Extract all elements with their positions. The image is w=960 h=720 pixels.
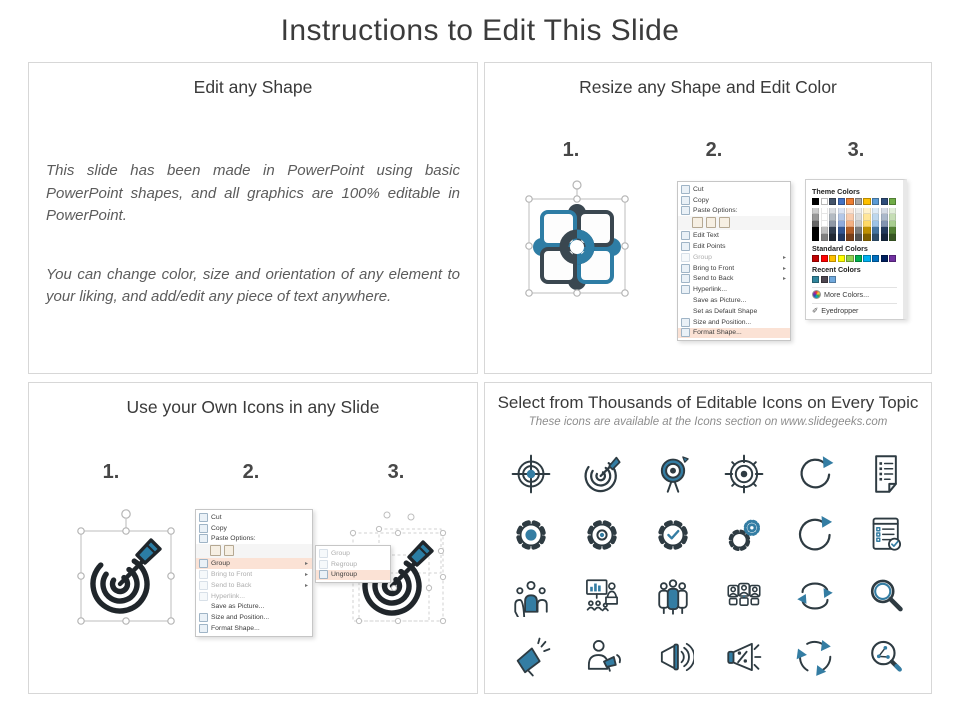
theme-variant-swatch[interactable] [829,221,836,228]
submenu-arrow-icon: ▸ [782,276,786,283]
menu-item-icon [199,534,208,543]
color-picker [805,179,907,320]
menu-item-bring-to-front[interactable] [196,569,312,580]
group-submenu [315,545,391,583]
theme-color-swatch[interactable] [872,198,879,205]
eyedropper-item[interactable] [812,303,897,316]
menu-item-icon [199,581,208,590]
theme-variant-swatch[interactable] [829,227,836,234]
menu-item-label: Size and Position... [211,614,270,622]
panel-icon-library [484,382,932,694]
menu-item-copy[interactable] [196,523,312,534]
standard-color-swatch[interactable] [846,255,853,262]
menu-item-size-and-position[interactable] [678,317,790,328]
menu-item-icon [319,560,328,569]
reload-circle-icon[interactable] [792,512,838,558]
menu-item-label: Hyperlink... [211,592,245,600]
magnifier-icon[interactable] [863,573,909,619]
menu-item-label: Size and Position... [693,318,752,326]
menu-item-label: Edit Points [693,243,726,251]
menu-item-label: Cut [211,513,222,521]
paste-option-icon[interactable] [706,217,717,228]
menu-item-copy[interactable] [678,195,790,206]
theme-variant-swatch[interactable] [881,208,888,215]
refresh-arrow-icon[interactable] [792,451,838,497]
theme-variant-swatch[interactable] [855,221,862,228]
menu-item-label: Send to Back [693,275,734,283]
menu-item-label: Group [693,253,712,261]
menu-item-bring-to-front[interactable] [678,263,790,274]
sync-arrows-icon[interactable] [792,573,838,619]
icon-grid [495,443,921,687]
recent-color-swatch[interactable] [821,276,828,283]
menu-item-label: Group [331,549,350,557]
menu-item-icon [199,624,208,633]
step-number-3: 3. [847,139,865,161]
theme-variant-swatch[interactable] [838,234,845,241]
menu-item-icon [681,196,690,205]
menu-item-cut[interactable] [196,512,312,523]
theme-variant-swatch[interactable] [838,221,845,228]
panel-title: Use your Own Icons in any Slide [126,397,380,417]
page-title: Instructions to Edit This Slide [280,14,680,47]
theme-variant-swatch[interactable] [838,208,845,215]
submenu-arrow-icon: ▸ [304,582,308,589]
theme-variant-swatch[interactable] [846,227,853,234]
menu-item-send-to-back[interactable] [196,580,312,591]
menu-item-label: Save as Picture... [693,297,747,305]
theme-variant-swatch[interactable] [881,227,888,234]
theme-color-swatch[interactable] [889,198,896,205]
theme-color-swatch[interactable] [855,198,862,205]
theme-color-swatch[interactable] [829,198,836,205]
paste-options-row [196,544,312,558]
paste-option-icon[interactable] [224,545,235,556]
megaphone-announce-icon[interactable] [508,634,554,680]
theme-variant-swatch[interactable] [872,227,879,234]
panel-title: Select from Thousands of Editable Icons on Every Topic [497,393,919,412]
more-colors-label: More Colors... [824,290,870,300]
menu-item-label: Bring to Front [693,264,735,272]
step-number-2: 2. [705,139,723,161]
menu-item-icon [199,559,208,568]
menu-item-icon [319,549,328,558]
target-scope-icon[interactable] [721,451,767,497]
menu-item-set-as-default-shape[interactable] [678,306,790,317]
theme-variant-swatch[interactable] [872,221,879,228]
menu-item-label: Group [211,560,230,568]
menu-item-label: Cut [693,185,704,193]
standard-color-swatch[interactable] [812,255,819,262]
shape-context-menu [677,181,791,341]
menu-item-size-and-position[interactable] [196,612,312,623]
menu-item-label: Set as Default Shape [693,307,758,315]
theme-variant-swatch[interactable] [855,214,862,221]
theme-variant-swatch[interactable] [863,227,870,234]
step-number-1: 1. [102,461,120,483]
panel-resize-shape-edit-color [484,62,932,374]
menu-item-label: Regroup [331,560,358,568]
theme-variant-swatch[interactable] [812,208,819,215]
menu-item-icon-spacer [199,602,208,611]
menu-item-icon [681,231,690,240]
menu-item-icon [199,570,208,579]
submenu-arrow-icon: ▸ [782,254,786,261]
menu-item-send-to-back[interactable] [678,274,790,285]
theme-variant-swatch[interactable] [881,234,888,241]
menu-item-label: Bring to Front [211,571,253,579]
recent-color-swatch[interactable] [812,276,819,283]
menu-item-hyperlink[interactable] [678,284,790,295]
theme-colors-row [812,198,897,205]
double-gears-icon[interactable] [721,512,767,558]
menu-item-group[interactable] [316,548,390,559]
more-colors-item[interactable] [812,287,897,300]
menu-item-label: Paste Options: [693,207,738,215]
gear-dot-center-icon[interactable] [579,512,625,558]
gear-check-icon[interactable] [650,512,696,558]
theme-variant-swatch[interactable] [863,208,870,215]
theme-variant-swatch[interactable] [821,234,828,241]
theme-color-swatch[interactable] [863,198,870,205]
eyedropper-label: Eyedropper [821,306,859,316]
menu-item-paste-options[interactable] [678,206,790,217]
megaphone-sound-waves-icon[interactable] [650,634,696,680]
menu-item-ungroup[interactable] [316,570,390,581]
menu-item-format-shape[interactable] [196,623,312,634]
menu-item-label: Ungroup [331,571,358,579]
cycle-arrows-icon[interactable] [792,634,838,680]
menu-item-label: Copy [211,524,227,532]
standard-color-swatch[interactable] [889,255,896,262]
submenu-arrow-icon: ▸ [304,572,308,579]
theme-variant-swatch[interactable] [872,234,879,241]
recent-colors-label: Recent Colors [812,264,861,274]
person-megaphone-icon[interactable] [579,634,625,680]
theme-variant-swatch[interactable] [889,208,896,215]
theme-variant-swatch[interactable] [829,214,836,221]
menu-item-group[interactable] [196,558,312,569]
panel-title: Edit any Shape [193,77,313,97]
standard-color-swatch[interactable] [821,255,828,262]
menu-item-icon-spacer [681,307,690,316]
step-number-3: 3. [387,461,405,483]
presentation-audience-icon[interactable] [579,573,625,619]
target-dart-icon[interactable] [579,451,625,497]
step-number-2: 2. [242,461,260,483]
theme-variant-swatch[interactable] [821,227,828,234]
menu-item-label: Save as Picture... [211,603,265,611]
theme-variant-swatch[interactable] [812,227,819,234]
panel-subtitle: These icons are available at the Icons section on www.slidegeeks.com [528,416,888,428]
standard-color-swatch[interactable] [855,255,862,262]
theme-variant-swatch[interactable] [889,234,896,241]
menu-item-edit-text[interactable] [678,230,790,241]
menu-item-save-as-picture[interactable] [678,295,790,306]
menu-item-group[interactable] [678,252,790,263]
theme-variant-swatch[interactable] [863,234,870,241]
standard-color-swatch[interactable] [872,255,879,262]
standard-color-swatch[interactable] [863,255,870,262]
theme-color-swatch[interactable] [812,198,819,205]
panel-title: Resize any Shape and Edit Color [579,77,837,97]
user-avatars-group-icon[interactable] [721,573,767,619]
magnifier-network-icon[interactable] [863,634,909,680]
menu-item-icon [681,264,690,273]
megaphone-percent-icon[interactable] [721,634,767,680]
theme-color-swatch[interactable] [846,198,853,205]
selected-shape-preview [517,175,637,315]
theme-color-swatch[interactable] [881,198,888,205]
speaker-podium-group-icon[interactable] [508,573,554,619]
menu-item-hyperlink[interactable] [196,591,312,602]
menu-item-icon [681,285,690,294]
menu-item-label: Copy [693,196,709,204]
menu-item-save-as-picture[interactable] [196,602,312,613]
recent-colors-row [812,276,897,283]
menu-item-regroup[interactable] [316,559,390,570]
standard-color-swatch[interactable] [829,255,836,262]
theme-variant-swatch[interactable] [846,234,853,241]
paste-option-icon[interactable] [719,217,730,228]
theme-variant-swatch[interactable] [855,234,862,241]
paste-option-icon[interactable] [692,217,703,228]
paste-options-row [678,216,790,230]
menu-item-cut[interactable] [678,184,790,195]
dartboard-stand-icon[interactable] [650,451,696,497]
paste-option-icon[interactable] [210,545,221,556]
theme-variant-swatch[interactable] [829,234,836,241]
color-wheel-icon [812,290,821,299]
theme-variant-swatch[interactable] [872,214,879,221]
menu-item-icon [681,328,690,337]
menu-item-edit-points[interactable] [678,241,790,252]
menu-item-label: Paste Options: [211,535,256,543]
theme-variant-swatch[interactable] [881,221,888,228]
theme-variant-swatch[interactable] [889,227,896,234]
gear-filled-center-icon[interactable] [508,512,554,558]
theme-variant-swatch[interactable] [812,214,819,221]
panel-use-own-icons [28,382,478,694]
menu-item-label: Format Shape... [211,625,260,633]
theme-color-swatch[interactable] [821,198,828,205]
body-paragraph: This slide has been made in PowerPoint using basic PowerPoint shapes, and all graphics are 100% editable in PowerPoint. [46,162,460,224]
theme-variant-swatch[interactable] [855,208,862,215]
standard-colors-label: Standard Colors [812,243,868,253]
menu-item-icon [681,206,690,215]
theme-variant-swatch[interactable] [863,221,870,228]
menu-item-icon [681,253,690,262]
target-crosshair-icon[interactable] [508,451,554,497]
menu-item-label: Edit Text [693,232,719,240]
theme-variant-swatch[interactable] [889,221,896,228]
menu-item-icon [199,592,208,601]
menu-item-icon [199,524,208,533]
theme-variant-swatch[interactable] [855,227,862,234]
theme-colors-label: Theme Colors [812,187,860,196]
document-list-icon[interactable] [863,451,909,497]
menu-item-label: Send to Back [211,581,252,589]
menu-item-paste-options[interactable] [196,534,312,545]
menu-item-icon-spacer [681,296,690,305]
theme-variant-swatch[interactable] [821,214,828,221]
theme-color-swatch[interactable] [838,198,845,205]
theme-variants-grid [812,208,897,241]
theme-variant-swatch[interactable] [881,214,888,221]
theme-variant-swatch[interactable] [829,208,836,215]
checklist-approved-icon[interactable] [863,512,909,558]
standard-color-swatch[interactable] [881,255,888,262]
theme-variant-swatch[interactable] [838,214,845,221]
theme-variant-swatch[interactable] [821,208,828,215]
theme-variant-swatch[interactable] [846,208,853,215]
icon-context-menu [195,509,313,637]
menu-item-icon [681,185,690,194]
menu-item-icon [199,513,208,522]
theme-variant-swatch[interactable] [889,214,896,221]
standard-colors-row [812,255,897,262]
menu-item-icon [681,318,690,327]
recent-color-swatch[interactable] [829,276,836,283]
menu-item-icon [681,274,690,283]
theme-variant-swatch[interactable] [812,234,819,241]
eyedropper-icon: ✐ [812,306,819,316]
submenu-arrow-icon: ▸ [304,561,308,568]
menu-item-icon [681,242,690,251]
team-standing-icon[interactable] [650,573,696,619]
step-number-1: 1. [562,139,580,161]
menu-item-icon [319,570,328,579]
theme-variant-swatch[interactable] [846,221,853,228]
theme-variant-swatch[interactable] [812,221,819,228]
menu-item-label: Hyperlink... [693,286,727,294]
panel-edit-any-shape [28,62,478,374]
theme-variant-swatch[interactable] [846,214,853,221]
standard-color-swatch[interactable] [838,255,845,262]
theme-variant-swatch[interactable] [863,214,870,221]
grouped-target-icon-preview [65,503,187,645]
theme-variant-swatch[interactable] [838,227,845,234]
theme-variant-swatch[interactable] [821,221,828,228]
menu-item-label: Format Shape... [693,329,742,337]
menu-item-format-shape[interactable] [678,328,790,339]
menu-item-icon [199,613,208,622]
theme-variant-swatch[interactable] [872,208,879,215]
body-paragraph: You can change color, size and orientation of any element to your liking, and add/edit any piece of text anywhere. [46,265,460,305]
submenu-arrow-icon: ▸ [782,265,786,272]
